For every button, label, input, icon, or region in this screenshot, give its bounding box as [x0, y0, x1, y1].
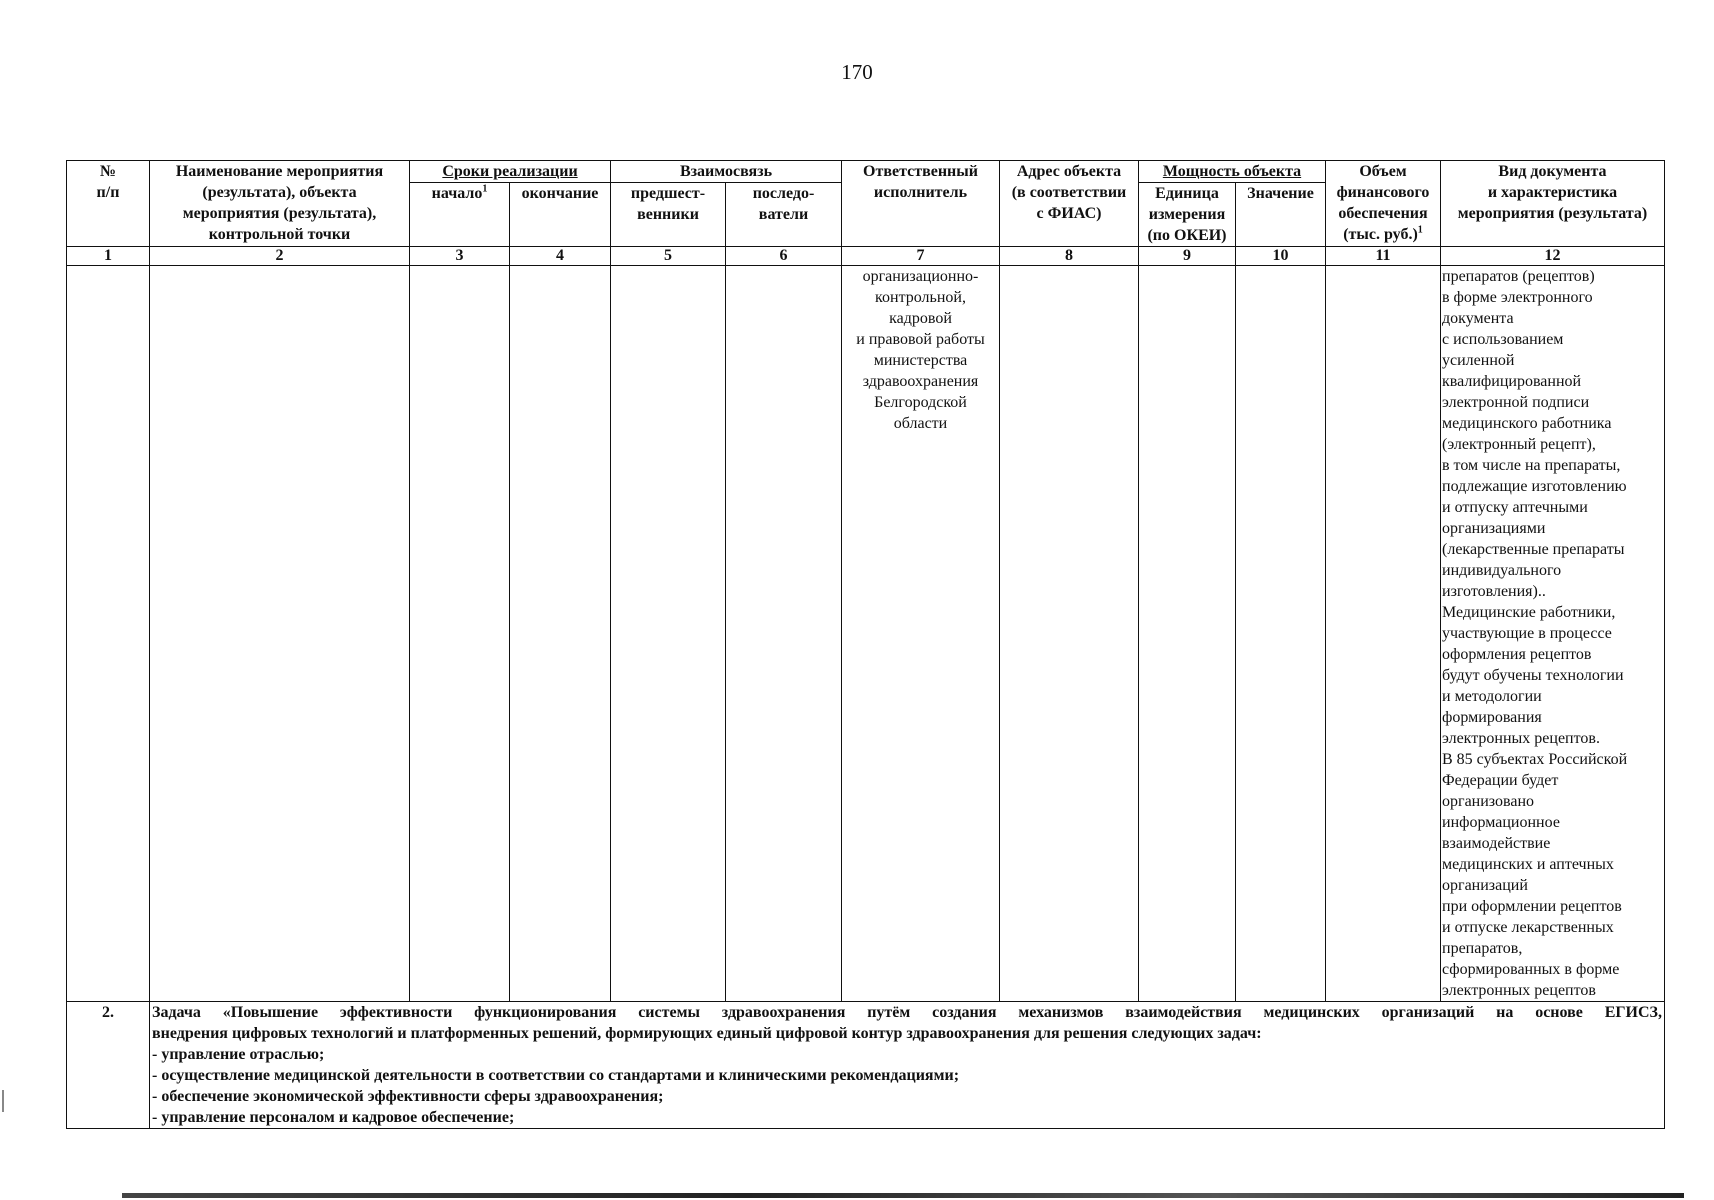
column-number: 12	[1441, 247, 1665, 266]
cell-start	[410, 266, 510, 1002]
task-line: - осуществление медицинской деятельности в соответствии со стандартами и клиническими рекомендациями;	[152, 1067, 960, 1084]
task-line: - управление отраслью;	[152, 1046, 325, 1063]
column-number: 5	[611, 247, 726, 266]
task-text	[150, 1002, 1665, 1129]
task-line: - управление персоналом и кадровое обеспечение;	[152, 1109, 515, 1126]
cell-name	[150, 266, 410, 1002]
column-number: 9	[1139, 247, 1236, 266]
header-successors: последо- ватели	[726, 183, 842, 247]
column-numbers-row	[67, 247, 1665, 266]
task-line: внедрения цифровых технологий и платформенных решений, формирующих единый цифровой контур здравоохранения для решения следующих задач:	[152, 1025, 1262, 1042]
cell-unit	[1139, 266, 1236, 1002]
column-number: 2	[150, 247, 410, 266]
header-group-dates: Сроки реализации	[410, 161, 611, 183]
plan-table	[66, 160, 1665, 1129]
scan-mark	[2, 1090, 4, 1112]
column-number: 11	[1326, 247, 1441, 266]
header-group-link: Взаимосвязь	[611, 161, 842, 183]
column-number: 3	[410, 247, 510, 266]
header-finance: Объем финансового обеспечения (тыс. руб.)$^1$	[1326, 161, 1441, 247]
header-document: Вид документа и характеристика мероприятия (результата)	[1441, 161, 1665, 247]
header-name: Наименование мероприятия (результата), объекта мероприятия (результата), контрольной точки	[150, 161, 410, 247]
header-group-power: Мощность объекта	[1139, 161, 1326, 183]
header-unit: Единица измерения (по ОКЕИ)	[1139, 183, 1236, 247]
header-row-1	[67, 161, 1665, 183]
cell-predecessors	[611, 266, 726, 1002]
cell-address	[1000, 266, 1139, 1002]
header-value: Значение	[1236, 183, 1326, 247]
cell-document: препаратов (рецептов) в форме электронного документа с использованием усиленной квалифицированной электронной подписи медицинского работника (электронный рецепт), в том числе на препараты, подлежащие изготовлению и отпуску аптечными организациями (лекарственные препараты индивидуального изготовления).. Медицинские работники, участвующие в процессе оформления рецептов будут обучены технологии и методологии формирования электронных рецептов. В 85 субъектах Российской Федерации будет организовано информационное взаимодействие медицинских и аптечных организаций при оформлении рецептов и отпуске лекарственных препаратов, сформированных в форме электронных рецептов	[1441, 266, 1665, 1002]
header-address: Адрес объекта (в соответствии с ФИАС)	[1000, 161, 1139, 247]
header-predecessors: предшест- венники	[611, 183, 726, 247]
column-number: 1	[67, 247, 150, 266]
column-number: 6	[726, 247, 842, 266]
cell-end	[510, 266, 611, 1002]
column-number: 4	[510, 247, 611, 266]
task-lead-line: Задача «Повышение эффективности функционирования системы здравоохранения путём создания механизмов взаимодействия медицинских организаций на основе ЕГИСЗ,	[152, 1004, 1662, 1021]
header-end: окончание	[510, 183, 611, 247]
cell-finance	[1326, 266, 1441, 1002]
scan-edge-line	[122, 1193, 1684, 1198]
cell-number	[67, 266, 150, 1002]
continuation-row	[67, 266, 1665, 1002]
header-start: начало$^1$	[410, 183, 510, 247]
page-number: 170	[841, 60, 873, 84]
column-number: 7	[842, 247, 1000, 266]
task-line: - обеспечение экономической эффективности сферы здравоохранения;	[152, 1088, 664, 1105]
cell-successors	[726, 266, 842, 1002]
task-number: 2.	[67, 1002, 150, 1129]
task-row	[67, 1002, 1665, 1129]
header-executor: Ответственный исполнитель	[842, 161, 1000, 247]
column-number: 8	[1000, 247, 1139, 266]
cell-value	[1236, 266, 1326, 1002]
column-number: 10	[1236, 247, 1326, 266]
cell-executor: организационно- контрольной, кадровой и правовой работы министерства здравоохранения Белгородской области	[842, 266, 1000, 1002]
header-number: № п/п	[67, 161, 150, 247]
